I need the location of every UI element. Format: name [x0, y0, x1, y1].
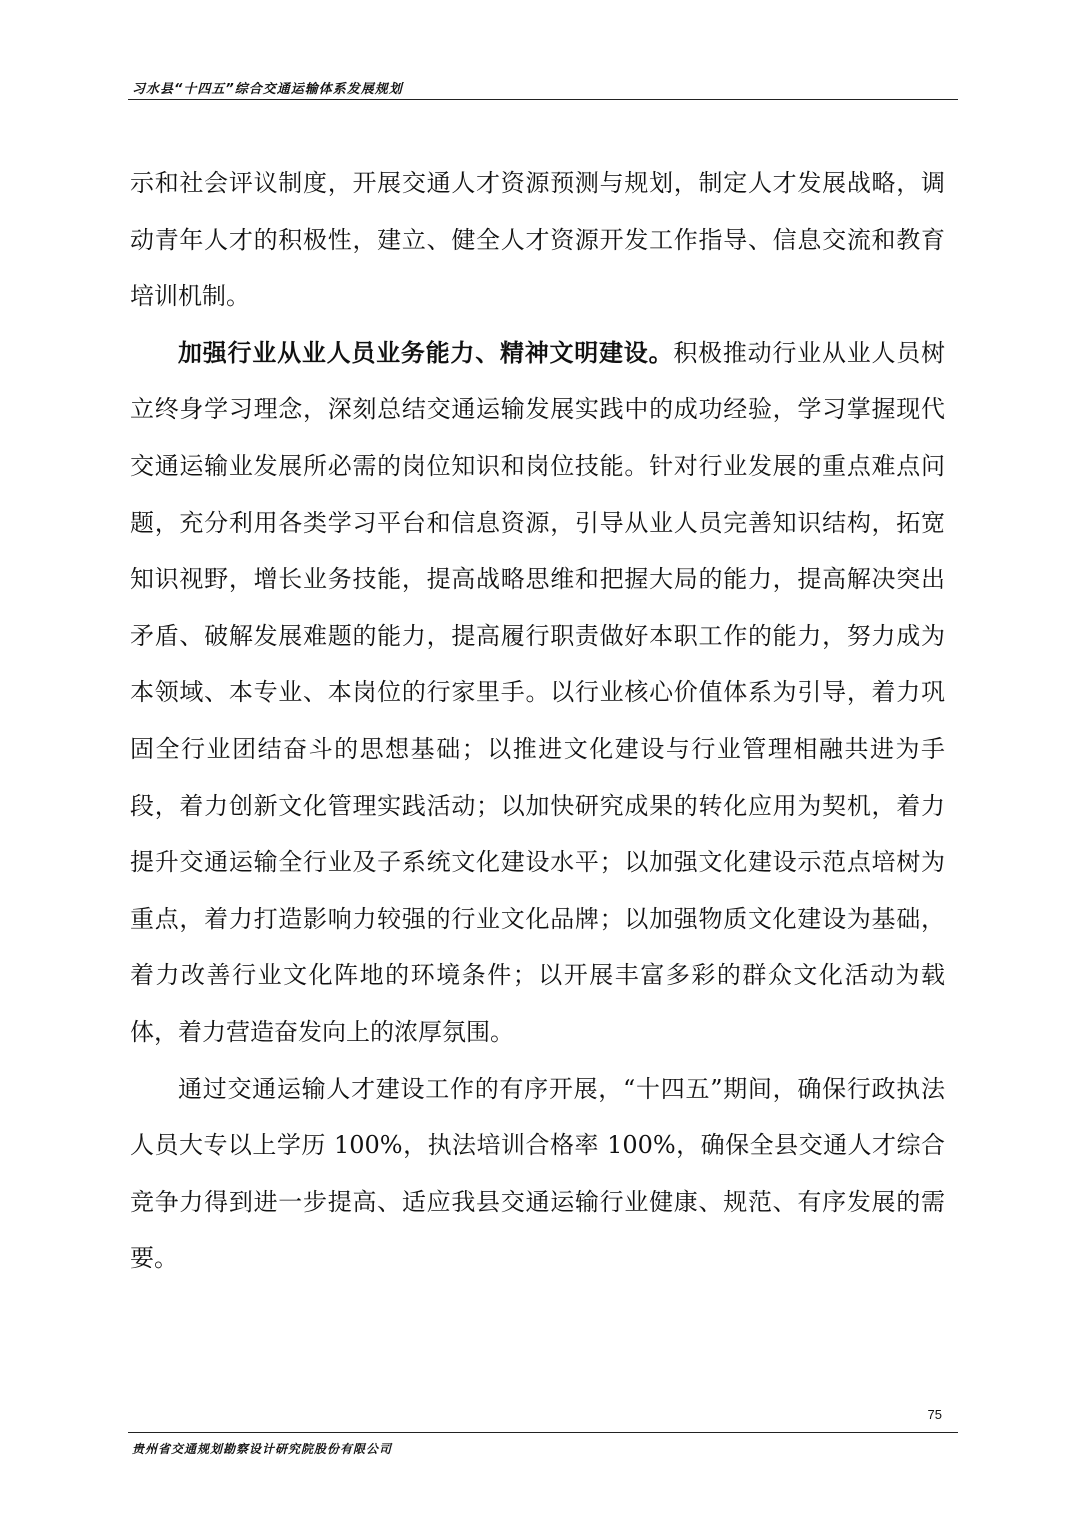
- footer-divider: [128, 1432, 958, 1433]
- paragraph-targets: 通过交通运输人才建设工作的有序开展，“十四五”期间，确保行政执法人员大专以上学历 100%，执法培训合格率 100%，确保全县交通人才综合竞争力得到进一步提高、适应我县交通运输行业健康、规范、有序发展的需要。: [130, 1074, 945, 1273]
- page-number: 75: [927, 1407, 942, 1422]
- paragraph-capability-building: [130, 325, 945, 1061]
- footer-organization: 贵州省交通规划勘察设计研究院股份有限公司: [132, 1442, 393, 1456]
- header-divider: [128, 99, 958, 100]
- header-title: 习水县“十四五”综合交通运输体系发展规划: [132, 82, 403, 97]
- body-content: [130, 155, 945, 1287]
- paragraph-text: 积极推动行业从业人员树立终身学习理念，深刻总结交通运输发展实践中的成功经验，学习掌握现代交通运输业发展所必需的岗位知识和岗位技能。针对行业发展的重点难点问题，充分利用各类学习平台和信息资源，引导从业人员完善知识结构，拓宽知识视野，增长业务技能，提高战略思维和把握大局的能力，提高解决突出矛盾、破解发展难题的能力，提高履行职责做好本职工作的能力，努力成为本领域、本专业、本岗位的行家里手。以行业核心价值体系为引导，着力巩固全行业团结奋斗的思想基础；以推进文化建设与行业管理相融共进为手段，着力创新文化管理实践活动；以加快研究成果的转化应用为契机，着力提升交通运输全行业及子系统文化建设水平；以加强文化建设示范点培树为重点，着力打造影响力较强的行业文化品牌；以加强物质文化建设为基础，着力改善行业文化阵地的环境条件；以开展丰富多彩的群众文化活动为载体，着力营造奋发向上的浓厚氛围。: [130, 338, 946, 1046]
- paragraph-heading: 加强行业从业人员业务能力、精神文明建设。: [178, 337, 674, 367]
- paragraph-continuation: 示和社会评议制度，开展交通人才资源预测与规划，制定人才发展战略，调动青年人才的积极性，建立、健全人才资源开发工作指导、信息交流和教育培训机制。: [130, 169, 945, 311]
